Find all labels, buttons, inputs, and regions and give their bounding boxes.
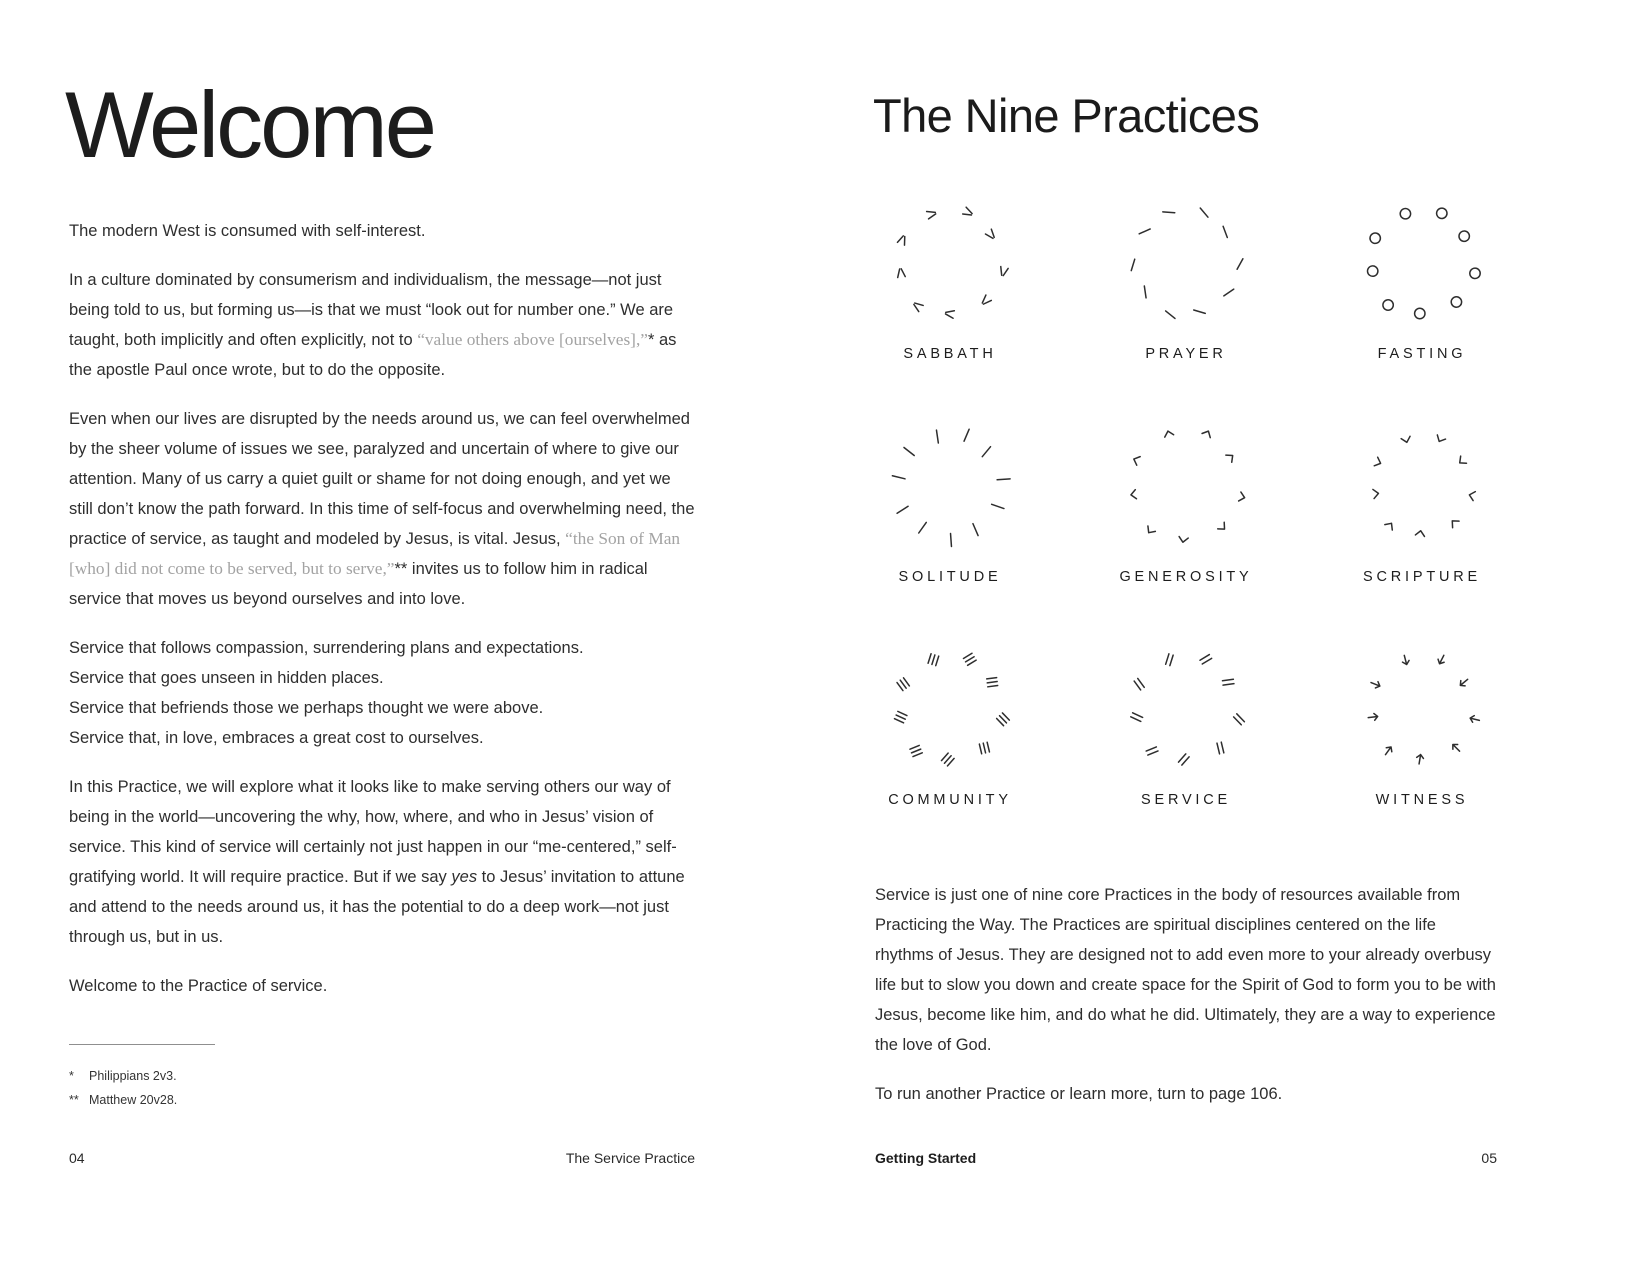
footnote bbox=[69, 1088, 215, 1112]
practice-label: GENEROSITY bbox=[1119, 569, 1253, 585]
body-text: In a culture dominated by consumerism and individualism, the message—not just being told to us, but forming us—is that we must “look out for number one.” We are taught, both implicitly and often explicitly, not to bbox=[69, 271, 674, 349]
arrow-in-ring-icon bbox=[1352, 639, 1492, 779]
practice-solitude bbox=[875, 416, 1025, 585]
footnote-block bbox=[69, 1044, 215, 1112]
practice-label: PRAYER bbox=[1145, 346, 1227, 362]
page-title-welcome: Welcome bbox=[65, 72, 435, 177]
corner-out-ring-icon bbox=[1116, 416, 1256, 556]
body-text: yes bbox=[451, 868, 478, 886]
dash-ring-icon bbox=[1116, 193, 1256, 333]
practice-label: SOLITUDE bbox=[898, 569, 1002, 585]
footnote-marker: ** bbox=[69, 1093, 79, 1107]
body-text: ** invites us to follow him in radical service that moves us beyond ourselves and into love. bbox=[69, 560, 648, 608]
double-chevron-ring-icon bbox=[880, 193, 1020, 333]
body-text: Service that befriends those we perhaps thought we were above. bbox=[69, 699, 544, 717]
body-text: Service that, in love, embraces a great cost to ourselves. bbox=[69, 729, 484, 747]
practice-label: FASTING bbox=[1377, 346, 1467, 362]
running-title-right: Getting Started bbox=[875, 1150, 977, 1166]
corner-in-ring-icon bbox=[1352, 416, 1492, 556]
practice-scripture bbox=[1347, 416, 1497, 585]
paragraph bbox=[69, 265, 695, 385]
footnote-divider bbox=[69, 1044, 215, 1045]
page-number-left: 04 bbox=[69, 1150, 85, 1166]
left-page-footer bbox=[69, 1150, 695, 1166]
practice-prayer bbox=[1111, 193, 1261, 362]
practice-label: SABBATH bbox=[903, 346, 997, 362]
body-text: In this Practice, we will explore what it looks like to make serving others our way of being in the world—uncovering the why, how, where, and who in Jesus’ vision of service. This kind of service will certainly not just happen in our “me-centered,” self-gratifying world. It will require practice. But if we say bbox=[69, 778, 677, 886]
paragraph bbox=[69, 772, 695, 952]
paragraph bbox=[69, 216, 695, 246]
radial-tick-ring-icon bbox=[880, 416, 1020, 556]
footnotes bbox=[69, 1064, 215, 1112]
paragraph bbox=[69, 971, 695, 1001]
paragraph bbox=[875, 1079, 1497, 1109]
paragraph bbox=[69, 633, 695, 753]
body-text: Service that goes unseen in hidden places. bbox=[69, 669, 384, 687]
footnote-marker: * bbox=[69, 1069, 74, 1083]
paragraph bbox=[875, 880, 1497, 1060]
scripture-quote-text: “value others above [ourselves],” bbox=[417, 330, 648, 349]
running-title-left: The Service Practice bbox=[565, 1150, 695, 1166]
body-text: Even when our lives are disrupted by the needs around us, we can feel overwhelmed by the sheer volume of issues we see, paralyzed and uncertain of where to give our attention. Many of us carry a quiet guilt or shame for not doing enough, and yet we still don’t know the path forward. In this time of self-focus and overwhelming need, the practice of service, as taught and modeled by Jesus, is vital. Jesus, bbox=[69, 410, 695, 548]
double-line-ring-icon bbox=[1116, 639, 1256, 779]
scripture-quote-text: “the Son of Man [who] did not come to be served, but to serve,” bbox=[69, 529, 681, 578]
practice-service bbox=[1111, 639, 1261, 808]
practice-label: SCRIPTURE bbox=[1363, 569, 1481, 585]
footnote-text: Matthew 20v28. bbox=[89, 1093, 178, 1107]
circle-ring-icon bbox=[1352, 193, 1492, 333]
body-text: To run another Practice or learn more, turn to page 106. bbox=[875, 1085, 1283, 1103]
triple-line-ring-icon bbox=[880, 639, 1020, 779]
footnote-text: Philippians 2v3. bbox=[89, 1069, 177, 1083]
page-nine-practices bbox=[875, 0, 1497, 1271]
paragraph bbox=[69, 404, 695, 614]
practice-label: COMMUNITY bbox=[888, 792, 1012, 808]
practice-fasting bbox=[1347, 193, 1497, 362]
footnote bbox=[69, 1064, 215, 1088]
body-text: Service is just one of nine core Practices in the body of resources available from Practicing the Way. The Practices are spiritual disciplines centered on the life rhythms of Jesus. They are designed not to add even more to your already overbusy life but to slow you down and create space for the Spirit of God to form you to be with Jesus, become like him, and do what he did. Ultimately, they are a way to experience the love of God. bbox=[875, 886, 1496, 1054]
practice-label: SERVICE bbox=[1141, 792, 1231, 808]
practices-grid bbox=[875, 193, 1497, 808]
body-text: The modern West is consumed with self-interest. bbox=[69, 222, 426, 240]
body-text: * as the apostle Paul once wrote, but to do the opposite. bbox=[69, 331, 677, 379]
page-number-right: 05 bbox=[1481, 1150, 1497, 1166]
welcome-body-copy bbox=[69, 216, 695, 1001]
page-welcome bbox=[65, 0, 695, 1271]
practice-label: WITNESS bbox=[1375, 792, 1469, 808]
practice-witness bbox=[1347, 639, 1497, 808]
body-text: to Jesus’ invitation to attune and attend to the needs around us, it has the potential to do a deep work—not just through us, but in us. bbox=[69, 868, 685, 946]
right-page-footer bbox=[875, 1150, 1497, 1166]
body-text: Service that follows compassion, surrendering plans and expectations. bbox=[69, 639, 584, 657]
body-text: Welcome to the Practice of service. bbox=[69, 977, 328, 995]
page-title-nine-practices: The Nine Practices bbox=[873, 89, 1260, 142]
practice-community bbox=[875, 639, 1025, 808]
practice-sabbath bbox=[875, 193, 1025, 362]
practice-generosity bbox=[1111, 416, 1261, 585]
practices-body-copy bbox=[875, 880, 1497, 1109]
